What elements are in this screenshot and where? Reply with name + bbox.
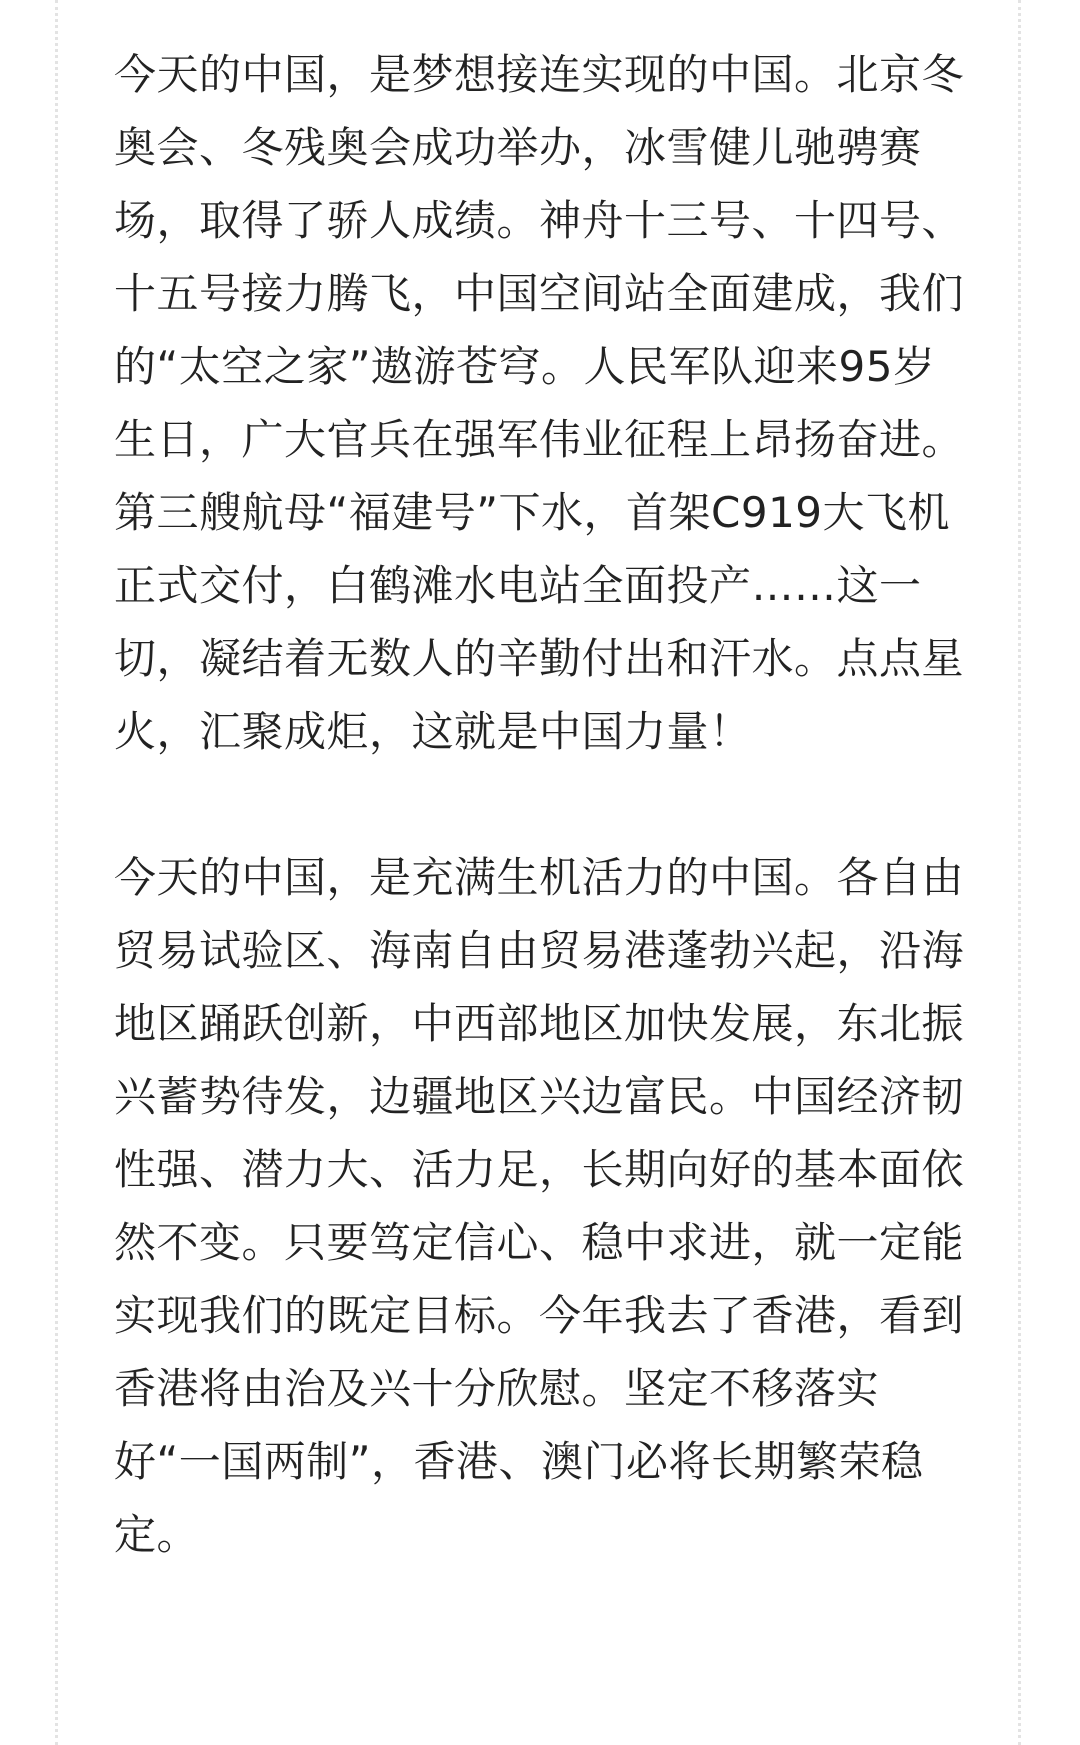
left-page-edge xyxy=(55,0,58,1745)
article-body xyxy=(114,38,972,1571)
right-page-edge xyxy=(1018,0,1021,1745)
paragraph: 今天的中国，是梦想接连实现的中国。北京冬奥会、冬残奥会成功举办，冰雪健儿驰骋赛场，取得了骄人成绩。神舟十三号、十四号、十五号接力腾飞，中国空间站全面建成，我们的“太空之家”遨游苍穹。人民军队迎来95岁生日，广大官兵在强军伟业征程上昂扬奋进。第三艘航母“福建号”下水，首架C919大飞机正式交付，白鹤滩水电站全面投产……这一切，凝结着无数人的辛勤付出和汗水。点点星火，汇聚成炬，这就是中国力量！ xyxy=(114,50,965,756)
paragraph: 今天的中国，是充满生机活力的中国。各自由贸易试验区、海南自由贸易港蓬勃兴起，沿海地区踊跃创新，中西部地区加快发展，东北振兴蓄势待发，边疆地区兴边富民。中国经济韧性强、潜力大、活力足，长期向好的基本面依然不变。只要笃定信心、稳中求进，就一定能实现我们的既定目标。今年我去了香港，看到香港将由治及兴十分欣慰。坚定不移落实好“一国两制”，香港、澳门必将长期繁荣稳定。 xyxy=(114,853,965,1559)
